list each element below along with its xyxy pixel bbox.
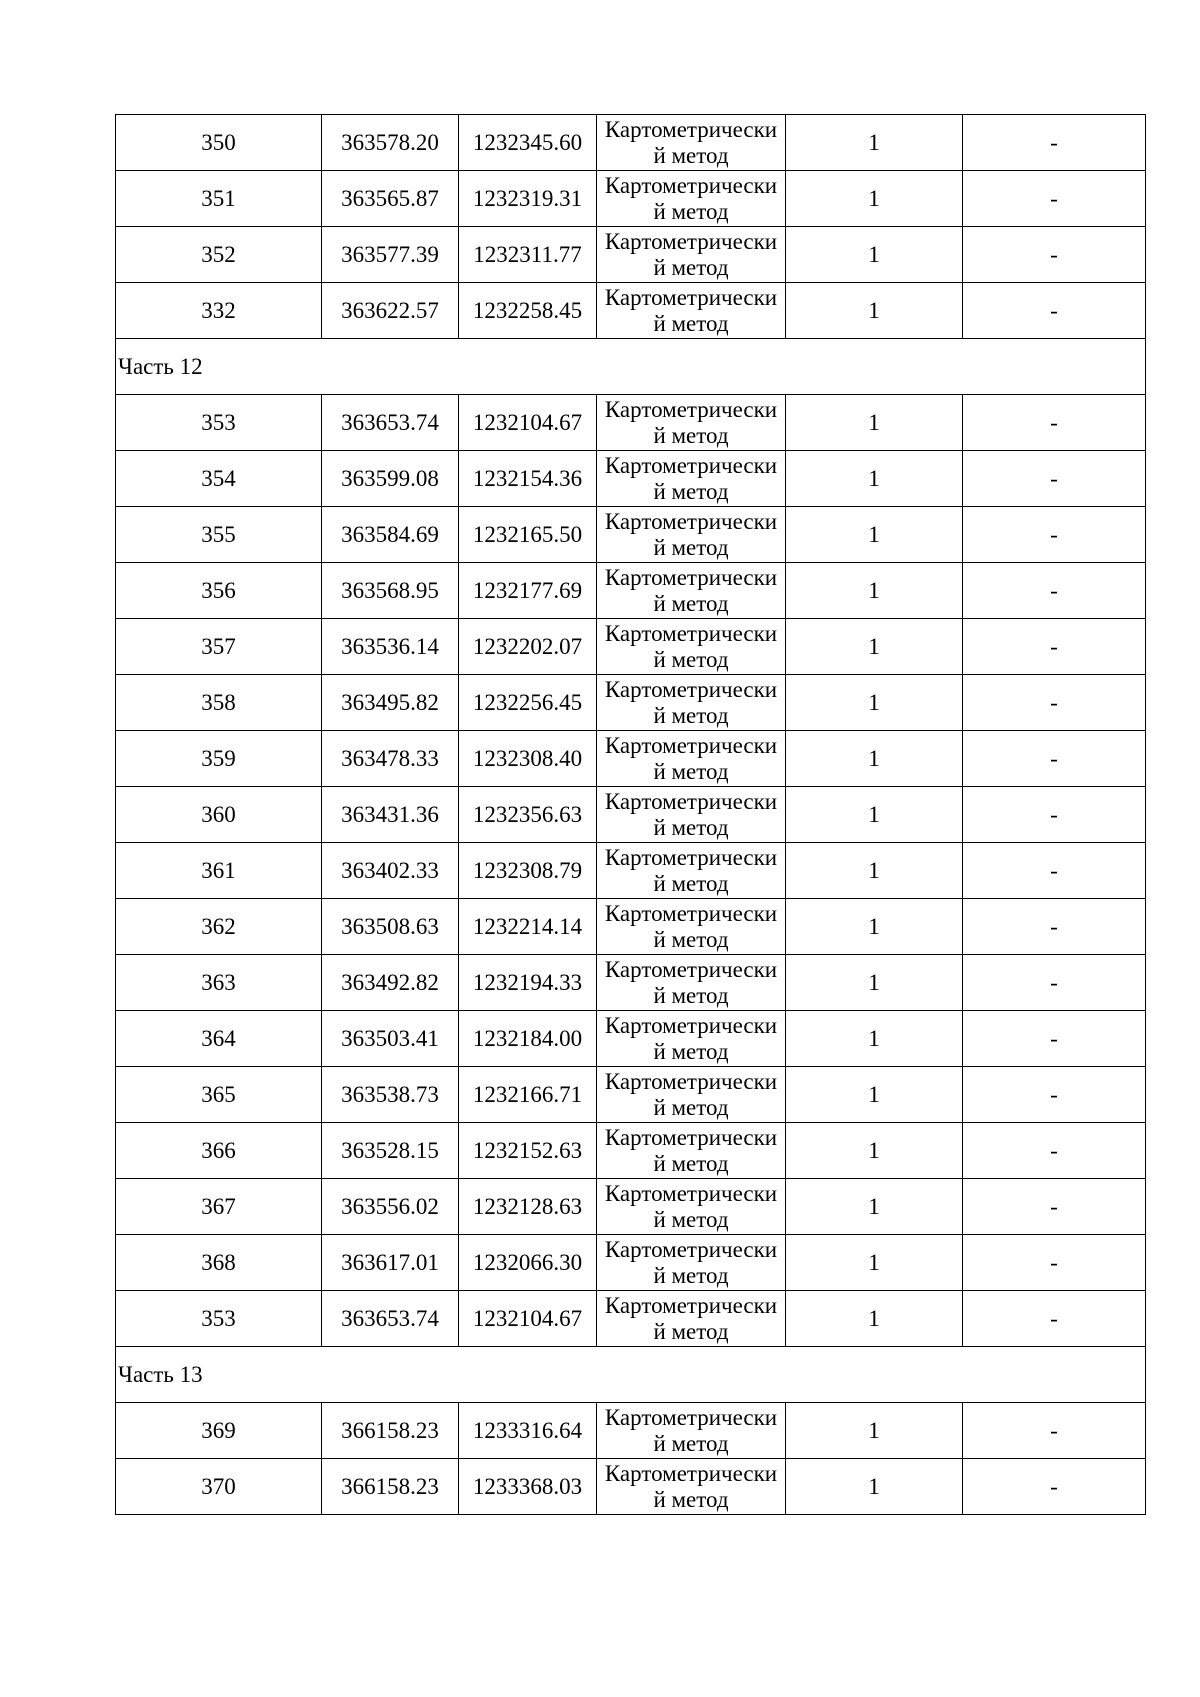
- y-coordinate-cell: 1232308.79: [459, 843, 597, 899]
- method-cell: [597, 451, 786, 507]
- accuracy-cell: 1: [786, 507, 963, 563]
- y-coordinate-cell: 1232177.69: [459, 563, 597, 619]
- accuracy-cell: 1: [786, 283, 963, 339]
- method-text-line: Картометрически: [604, 789, 778, 814]
- method-cell: [597, 563, 786, 619]
- x-coordinate-cell: 363538.73: [322, 1067, 459, 1123]
- x-coordinate-cell: 363578.20: [322, 115, 459, 171]
- y-coordinate-cell: 1232154.36: [459, 451, 597, 507]
- note-cell: -: [963, 1011, 1146, 1067]
- method-text-line: й метод: [653, 1151, 729, 1176]
- method-text-line: Картометрически: [604, 1461, 778, 1486]
- x-coordinate-cell: 363556.02: [322, 1179, 459, 1235]
- table-row: [116, 227, 1146, 283]
- point-number-cell: 332: [116, 283, 322, 339]
- method-cell: [597, 1067, 786, 1123]
- method-text-line: Картометрически: [604, 1237, 778, 1262]
- method-text-line: Картометрически: [604, 1181, 778, 1206]
- section-row: [116, 1347, 1146, 1403]
- point-number-cell: 357: [116, 619, 322, 675]
- accuracy-cell: 1: [786, 395, 963, 451]
- table-row: [116, 675, 1146, 731]
- note-cell: -: [963, 1067, 1146, 1123]
- accuracy-cell: 1: [786, 899, 963, 955]
- x-coordinate-cell: 363508.63: [322, 899, 459, 955]
- accuracy-cell: 1: [786, 171, 963, 227]
- point-number-cell: 352: [116, 227, 322, 283]
- method-text-line: й метод: [653, 1095, 729, 1120]
- section-label: Часть 13: [116, 1347, 1146, 1403]
- method-cell: [597, 1291, 786, 1347]
- note-cell: -: [963, 507, 1146, 563]
- note-cell: -: [963, 675, 1146, 731]
- accuracy-cell: 1: [786, 731, 963, 787]
- accuracy-cell: 1: [786, 1459, 963, 1515]
- method-text-line: Картометрически: [604, 1069, 778, 1094]
- point-number-cell: 364: [116, 1011, 322, 1067]
- note-cell: -: [963, 731, 1146, 787]
- table-row: [116, 283, 1146, 339]
- x-coordinate-cell: 363577.39: [322, 227, 459, 283]
- accuracy-cell: 1: [786, 1067, 963, 1123]
- table-row: [116, 1011, 1146, 1067]
- point-number-cell: 365: [116, 1067, 322, 1123]
- method-cell: [597, 115, 786, 171]
- x-coordinate-cell: 363402.33: [322, 843, 459, 899]
- method-cell: [597, 1235, 786, 1291]
- table-row: [116, 1067, 1146, 1123]
- note-cell: -: [963, 1291, 1146, 1347]
- method-text-line: й метод: [653, 311, 729, 336]
- method-text-line: й метод: [653, 591, 729, 616]
- method-text-line: й метод: [653, 1207, 729, 1232]
- table-row: [116, 563, 1146, 619]
- note-cell: -: [963, 787, 1146, 843]
- method-text-line: Картометрически: [604, 1293, 778, 1318]
- method-cell: [597, 507, 786, 563]
- accuracy-cell: 1: [786, 619, 963, 675]
- method-text-line: й метод: [653, 1039, 729, 1064]
- table-row: [116, 1291, 1146, 1347]
- method-cell: [597, 1403, 786, 1459]
- table-row: [116, 1123, 1146, 1179]
- x-coordinate-cell: 363653.74: [322, 1291, 459, 1347]
- accuracy-cell: 1: [786, 1403, 963, 1459]
- note-cell: -: [963, 1179, 1146, 1235]
- method-cell: [597, 675, 786, 731]
- note-cell: -: [963, 843, 1146, 899]
- point-number-cell: 353: [116, 1291, 322, 1347]
- accuracy-cell: 1: [786, 955, 963, 1011]
- method-cell: [597, 787, 786, 843]
- method-text-line: й метод: [653, 815, 729, 840]
- x-coordinate-cell: 363584.69: [322, 507, 459, 563]
- y-coordinate-cell: 1233368.03: [459, 1459, 597, 1515]
- point-number-cell: 362: [116, 899, 322, 955]
- note-cell: -: [963, 1403, 1146, 1459]
- note-cell: -: [963, 955, 1146, 1011]
- method-cell: [597, 1011, 786, 1067]
- method-text-line: Картометрически: [604, 1125, 778, 1150]
- y-coordinate-cell: 1232066.30: [459, 1235, 597, 1291]
- method-text-line: й метод: [653, 871, 729, 896]
- y-coordinate-cell: 1232166.71: [459, 1067, 597, 1123]
- method-cell: [597, 731, 786, 787]
- table-row: [116, 843, 1146, 899]
- table-row: [116, 1459, 1146, 1515]
- x-coordinate-cell: 363478.33: [322, 731, 459, 787]
- method-text-line: й метод: [653, 1487, 729, 1512]
- point-number-cell: 356: [116, 563, 322, 619]
- note-cell: -: [963, 227, 1146, 283]
- x-coordinate-cell: 363431.36: [322, 787, 459, 843]
- method-text-line: Картометрически: [604, 173, 778, 198]
- table-row: [116, 1403, 1146, 1459]
- note-cell: -: [963, 115, 1146, 171]
- method-text-line: Картометрически: [604, 733, 778, 758]
- point-number-cell: 354: [116, 451, 322, 507]
- table-row: [116, 619, 1146, 675]
- y-coordinate-cell: 1232258.45: [459, 283, 597, 339]
- method-cell: [597, 843, 786, 899]
- x-coordinate-cell: 363568.95: [322, 563, 459, 619]
- y-coordinate-cell: 1233316.64: [459, 1403, 597, 1459]
- method-cell: [597, 395, 786, 451]
- y-coordinate-cell: 1232165.50: [459, 507, 597, 563]
- table-row: [116, 1235, 1146, 1291]
- point-number-cell: 368: [116, 1235, 322, 1291]
- accuracy-cell: 1: [786, 563, 963, 619]
- x-coordinate-cell: 363536.14: [322, 619, 459, 675]
- point-number-cell: 366: [116, 1123, 322, 1179]
- table-row: [116, 171, 1146, 227]
- x-coordinate-cell: 363565.87: [322, 171, 459, 227]
- coordinates-table-body: [116, 115, 1146, 1515]
- method-cell: [597, 955, 786, 1011]
- y-coordinate-cell: 1232345.60: [459, 115, 597, 171]
- table-row: [116, 1179, 1146, 1235]
- accuracy-cell: 1: [786, 787, 963, 843]
- accuracy-cell: 1: [786, 227, 963, 283]
- y-coordinate-cell: 1232214.14: [459, 899, 597, 955]
- method-cell: [597, 1123, 786, 1179]
- note-cell: -: [963, 1235, 1146, 1291]
- note-cell: -: [963, 395, 1146, 451]
- point-number-cell: 361: [116, 843, 322, 899]
- section-label: Часть 12: [116, 339, 1146, 395]
- y-coordinate-cell: 1232308.40: [459, 731, 597, 787]
- coordinates-table: [115, 114, 1146, 1515]
- method-text-line: Картометрически: [604, 957, 778, 982]
- method-text-line: й метод: [653, 1263, 729, 1288]
- x-coordinate-cell: 366158.23: [322, 1459, 459, 1515]
- method-text-line: й метод: [653, 479, 729, 504]
- point-number-cell: 355: [116, 507, 322, 563]
- y-coordinate-cell: 1232152.63: [459, 1123, 597, 1179]
- method-cell: [597, 899, 786, 955]
- point-number-cell: 370: [116, 1459, 322, 1515]
- method-text-line: й метод: [653, 759, 729, 784]
- method-text-line: й метод: [653, 255, 729, 280]
- method-cell: [597, 1459, 786, 1515]
- method-cell: [597, 1179, 786, 1235]
- table-row: [116, 507, 1146, 563]
- y-coordinate-cell: 1232202.07: [459, 619, 597, 675]
- x-coordinate-cell: 363495.82: [322, 675, 459, 731]
- method-cell: [597, 283, 786, 339]
- point-number-cell: 359: [116, 731, 322, 787]
- point-number-cell: 351: [116, 171, 322, 227]
- table-row: [116, 787, 1146, 843]
- method-text-line: й метод: [653, 1431, 729, 1456]
- section-row: [116, 339, 1146, 395]
- y-coordinate-cell: 1232104.67: [459, 395, 597, 451]
- x-coordinate-cell: 366158.23: [322, 1403, 459, 1459]
- note-cell: -: [963, 619, 1146, 675]
- accuracy-cell: 1: [786, 1011, 963, 1067]
- y-coordinate-cell: 1232184.00: [459, 1011, 597, 1067]
- x-coordinate-cell: 363617.01: [322, 1235, 459, 1291]
- note-cell: -: [963, 563, 1146, 619]
- method-text-line: Картометрически: [604, 229, 778, 254]
- method-cell: [597, 171, 786, 227]
- method-text-line: Картометрически: [604, 453, 778, 478]
- accuracy-cell: 1: [786, 1123, 963, 1179]
- x-coordinate-cell: 363653.74: [322, 395, 459, 451]
- method-text-line: Картометрически: [604, 509, 778, 534]
- accuracy-cell: 1: [786, 843, 963, 899]
- method-text-line: й метод: [653, 647, 729, 672]
- table-row: [116, 899, 1146, 955]
- x-coordinate-cell: 363492.82: [322, 955, 459, 1011]
- accuracy-cell: 1: [786, 1291, 963, 1347]
- accuracy-cell: 1: [786, 115, 963, 171]
- y-coordinate-cell: 1232128.63: [459, 1179, 597, 1235]
- y-coordinate-cell: 1232194.33: [459, 955, 597, 1011]
- x-coordinate-cell: 363599.08: [322, 451, 459, 507]
- note-cell: -: [963, 1459, 1146, 1515]
- method-text-line: й метод: [653, 927, 729, 952]
- method-cell: [597, 619, 786, 675]
- y-coordinate-cell: 1232311.77: [459, 227, 597, 283]
- method-text-line: й метод: [653, 199, 729, 224]
- method-text-line: й метод: [653, 703, 729, 728]
- method-text-line: Картометрически: [604, 1405, 778, 1430]
- accuracy-cell: 1: [786, 675, 963, 731]
- method-text-line: Картометрически: [604, 901, 778, 926]
- y-coordinate-cell: 1232356.63: [459, 787, 597, 843]
- y-coordinate-cell: 1232319.31: [459, 171, 597, 227]
- point-number-cell: 358: [116, 675, 322, 731]
- table-row: [116, 395, 1146, 451]
- note-cell: -: [963, 171, 1146, 227]
- table-row: [116, 115, 1146, 171]
- method-text-line: й метод: [653, 143, 729, 168]
- point-number-cell: 360: [116, 787, 322, 843]
- accuracy-cell: 1: [786, 1179, 963, 1235]
- point-number-cell: 367: [116, 1179, 322, 1235]
- table-row: [116, 451, 1146, 507]
- point-number-cell: 363: [116, 955, 322, 1011]
- method-text-line: Картометрически: [604, 621, 778, 646]
- accuracy-cell: 1: [786, 1235, 963, 1291]
- method-text-line: Картометрически: [604, 677, 778, 702]
- note-cell: -: [963, 451, 1146, 507]
- point-number-cell: 350: [116, 115, 322, 171]
- method-text-line: Картометрически: [604, 845, 778, 870]
- table-row: [116, 955, 1146, 1011]
- method-text-line: Картометрически: [604, 285, 778, 310]
- point-number-cell: 353: [116, 395, 322, 451]
- method-text-line: Картометрически: [604, 1013, 778, 1038]
- method-text-line: й метод: [653, 423, 729, 448]
- method-cell: [597, 227, 786, 283]
- method-text-line: Картометрически: [604, 117, 778, 142]
- x-coordinate-cell: 363528.15: [322, 1123, 459, 1179]
- y-coordinate-cell: 1232104.67: [459, 1291, 597, 1347]
- accuracy-cell: 1: [786, 451, 963, 507]
- method-text-line: й метод: [653, 535, 729, 560]
- note-cell: -: [963, 1123, 1146, 1179]
- note-cell: -: [963, 899, 1146, 955]
- table-row: [116, 731, 1146, 787]
- method-text-line: Картометрически: [604, 397, 778, 422]
- y-coordinate-cell: 1232256.45: [459, 675, 597, 731]
- x-coordinate-cell: 363622.57: [322, 283, 459, 339]
- method-text-line: Картометрически: [604, 565, 778, 590]
- point-number-cell: 369: [116, 1403, 322, 1459]
- method-text-line: й метод: [653, 983, 729, 1008]
- x-coordinate-cell: 363503.41: [322, 1011, 459, 1067]
- note-cell: -: [963, 283, 1146, 339]
- method-text-line: й метод: [653, 1319, 729, 1344]
